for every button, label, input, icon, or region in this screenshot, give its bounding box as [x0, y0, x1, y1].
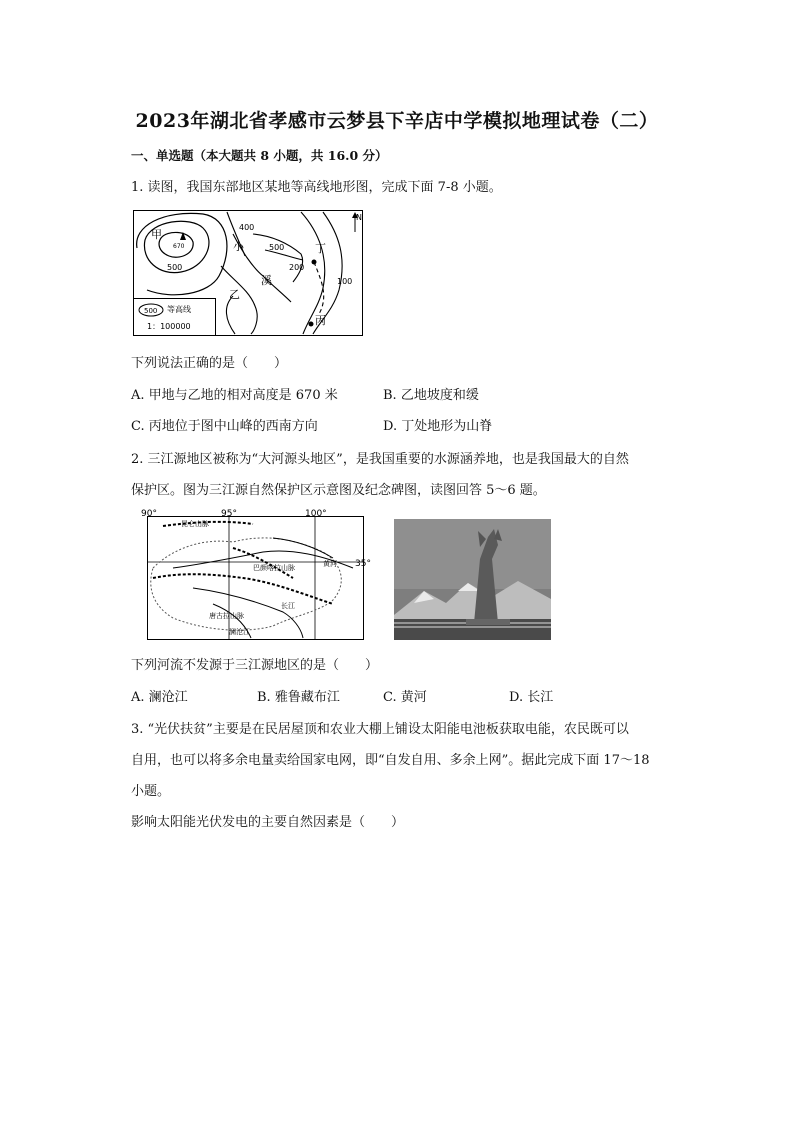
q3-stem-line3: 小题。: [131, 784, 171, 799]
q3-stem-line2: 自用，也可以将多余电量卖给国家电网，即“自发自用、多余上网”。据此完成下面 17～18: [131, 753, 650, 768]
sanjiangyuan-map: [133, 508, 371, 640]
peak-elevation: 670: [173, 243, 185, 250]
q2-option-b: B. 雅鲁藏布江: [257, 690, 340, 705]
longitude-95: 95°: [221, 509, 237, 519]
changjiang-label: 长江: [281, 602, 295, 610]
label-ding: 丁: [315, 242, 326, 255]
legend-contour-value: 500: [144, 307, 158, 315]
label-bing: 丙: [315, 314, 326, 327]
page-title: 2023年湖北省孝感市云梦县下辛店中学模拟地理试卷（二）: [135, 110, 659, 132]
q2-question: 下列河流不发源于三江源地区的是（ ）: [131, 658, 379, 673]
tanggula-label: 唐古拉山脉: [209, 612, 244, 620]
section-heading: 一、单选题（本大题共 8 小题，共 16.0 分）: [131, 148, 388, 163]
label-xiao: 小: [233, 240, 244, 253]
contour-map: [133, 210, 363, 336]
q1-question: 下列说法正确的是（ ）: [131, 356, 288, 371]
huanghe-label: 黄河: [323, 560, 337, 568]
north-label: N: [356, 213, 362, 222]
q2-option-c: C. 黄河: [383, 690, 427, 705]
q1-option-c: C. 丙地位于图中山峰的西南方向: [131, 419, 318, 434]
q1-stem: 1. 读图，我国东部地区某地等高线地形图，完成下面 7-8 小题。: [131, 180, 502, 195]
bayan-label: 巴颜喀拉山脉: [253, 564, 295, 572]
q2-stem-line1: 2. 三江源地区被称为“大河源头地区”，是我国重要的水源涵养地，也是我国最大的自然: [131, 452, 629, 467]
q2-stem-line2: 保护区。图为三江源自然保护区示意图及纪念碑图，读图回答 5～6 题。: [131, 483, 546, 498]
contour-label: 100: [337, 277, 353, 286]
longitude-90: 90°: [141, 509, 157, 519]
q3-stem-line1: 3. “光伏扶贫”主要是在民居屋顶和农业大棚上铺设太阳能电池板获取电能，农民既可以: [131, 722, 629, 737]
kunlun-label: 昆仑山脉: [181, 520, 209, 528]
label-xi: 溪: [261, 274, 272, 287]
q2-option-d: D. 长江: [509, 690, 554, 705]
q2-option-a: A. 澜沧江: [131, 690, 188, 705]
longitude-100: 100°: [305, 509, 327, 519]
label-jia: 甲: [151, 228, 162, 241]
contour-label: 400: [239, 223, 255, 232]
legend-scale: 1：100000: [147, 322, 191, 331]
q1-option-d: D. 丁处地形为山脊: [383, 419, 493, 434]
contour-label: 500: [167, 263, 183, 272]
latitude-35: 35°: [355, 559, 371, 569]
monument-photo: [394, 519, 551, 640]
contour-label: 200: [289, 263, 305, 272]
lancang-label: 澜沧江: [229, 628, 250, 636]
q1-option-b: B. 乙地坡度和缓: [383, 388, 479, 403]
q3-question: 影响太阳能光伏发电的主要自然因素是（ ）: [131, 815, 405, 830]
q1-option-a: A. 甲地与乙地的相对高度是 670 米: [131, 388, 338, 403]
contour-label: 500: [269, 243, 285, 252]
legend-contour-name: 等高线: [167, 305, 191, 314]
label-yi: 乙: [229, 288, 240, 301]
